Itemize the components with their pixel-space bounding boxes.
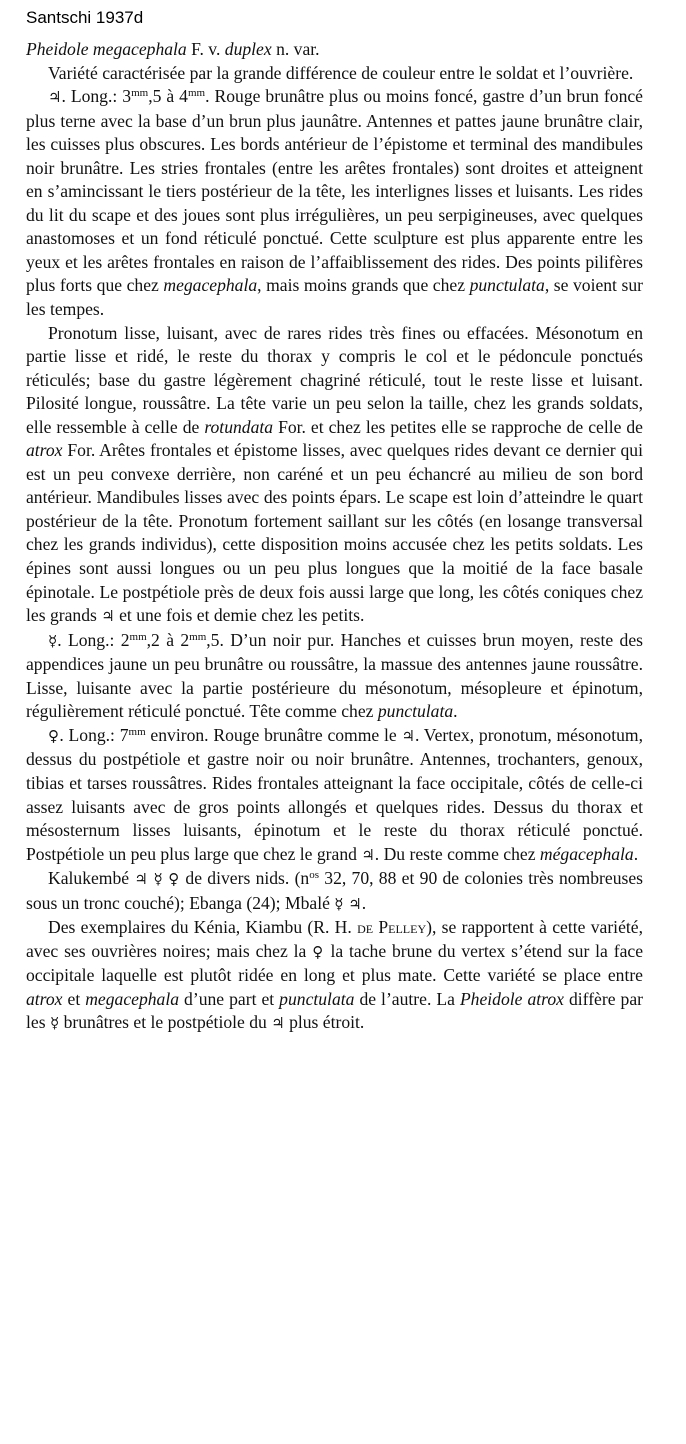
soldier-symbol: ♃	[361, 845, 375, 864]
soldier-symbol: ♃	[48, 88, 62, 107]
female-symbol: ♀	[312, 942, 325, 961]
taxon-title: Pheidole megacephala F. v. duplex n. var.	[26, 39, 320, 59]
caste-symbols: ☿ ♃	[334, 894, 362, 913]
soldier-symbol: ♃	[271, 1014, 285, 1033]
kenia-paragraph: Des exemplaires du Kénia, Kiambu (R. H. de Pelley), se rapportent à cette variété, avec ses ouvrières noires; mais chez la ♀ la tache brune du vertex s’étend sur la face occipitale laquelle est plutôt ridée en long et plus mate. Cette variété se place entre atrox et megacephala d’une part et punctulata de l’autre. La Pheidole atrox diffère par les ☿ brunâtres et le postpétiole du ♃ plus étroit.	[26, 917, 644, 1033]
worker-symbol: ☿	[48, 631, 58, 650]
page-header: Santschi 1937d	[26, 8, 144, 27]
intro-paragraph: Variété caractérisée par la grande différence de couleur entre le soldat et l’ouvrière.	[48, 62, 634, 83]
pronotum-paragraph: Pronotum lisse, luisant, avec de rares rides très fines ou effacées. Mésonotum en partie lisse et ridé, le reste du thorax y compris le col et le pédoncule ponctués réticulés; base du gastre légèrement chagriné réticulé, tout le reste lisse et luisant. Pilosité longue, roussâtre. La tête varie un peu selon la taille, chez les grands soldats, elle ressemble à celle de rotundata For. et chez les petites elle se rapproche de celle de atrox For. Arêtes frontales et épistome lisses, avec quelques rides devant ce dernier qui est un peu convexe derrière, non caréné et un peu échancré au milieu de son bord antérieur. Mandibules lisses avec des points épars. Le scape est loin d’atteindre le quart postérieur de la tête. Pronotum fortement saillant sur les côtés (en losange transversal chez les grands individus), cette disposition moins accusée chez les petits soldats. Les épines sont aussi longues ou un peu plus longues que la moitié de la face basale épinotale. Le postpétiole près de deux fois aussi large que long, les côtés coniques chez les grands ♃ et une fois et demie chez les petits.	[26, 322, 643, 626]
worker-paragraph: ☿. Long.: $2^{mm},2$ à $2^{mm},5$. D’un noir pur. Hanches et cuisses brun moyen, reste des appendices jaune un peu brunâtre ou roussâtre, la massue des antennes jaune roussâtre. Lisse, luisante avec la partie postérieure du mésonotum, mésopleure et épinotum, régulièrement réticulé ponctué. Tête comme chez punctulata.	[26, 629, 643, 722]
document-body	[26, 38, 643, 1036]
soldier-paragraph: ♃. Long.: $3^{mm},5$ à $4^{mm}$. Rouge brunâtre plus ou moins foncé, gastre d’un brun foncé plus terne avec la base d’un brun plus jaunâtre. Antennes et pattes jaune brunâtre clair, les cuisses plus obscures. Les bords antérieur de l’épistome et terminal des mandibules noir brunâtre. Les stries frontales (entre les arêtes frontales) sont droites et atteignent en s’amincissant le tiers postérieur de la tête, les interlignes lisses et luisants. Les rides du lit du scape et des joues sont plus irrégulières, un peu serpigineuses, avec quelques anastomoses et un fond réticulé ponctué. Cette sculpture est plus apparente entre les yeux et les arêtes frontales en raison de l’affaiblissement des rides. Des points pilifères plus forts que chez megacephala, mais moins grands que chez punctulata, se voient sur les tempes.	[26, 86, 643, 320]
female-paragraph: ♀. Long.: $7^{mm}$ environ. Rouge brunâtre comme le ♃. Vertex, pronotum, mésonotum, dessus du postpétiole et gastre noir ou noir brunâtre. Antennes, trochanters, genoux, tibias et tarses roussâtres. Rides frontales atteignant la face occipitale, côtés de celle-ci assez luisants avec de gros points allongés et quelques rides. Dessus du thorax et mésosternum lisses luisants, épinotum et le reste du thorax réticulé ponctué. Postpétiole un peu plus large que chez le grand ♃. Du reste comme chez mégacephala.	[26, 724, 643, 864]
soldier-symbol: ♃	[101, 607, 115, 626]
female-symbol: ♀	[48, 726, 60, 745]
soldier-symbol: ♃	[401, 726, 415, 745]
worker-symbol: ☿	[49, 1014, 60, 1033]
caste-symbols: ♃ ☿ ♀	[134, 870, 181, 889]
localities-paragraph: Kalukembé ♃ ☿ ♀ de divers nids. ($n^{os}$ 32, 70, 88 et 90 de colonies très nombreuses sous un tronc couché); Ebanga (24); Mbalé ☿ ♃.	[26, 868, 644, 913]
